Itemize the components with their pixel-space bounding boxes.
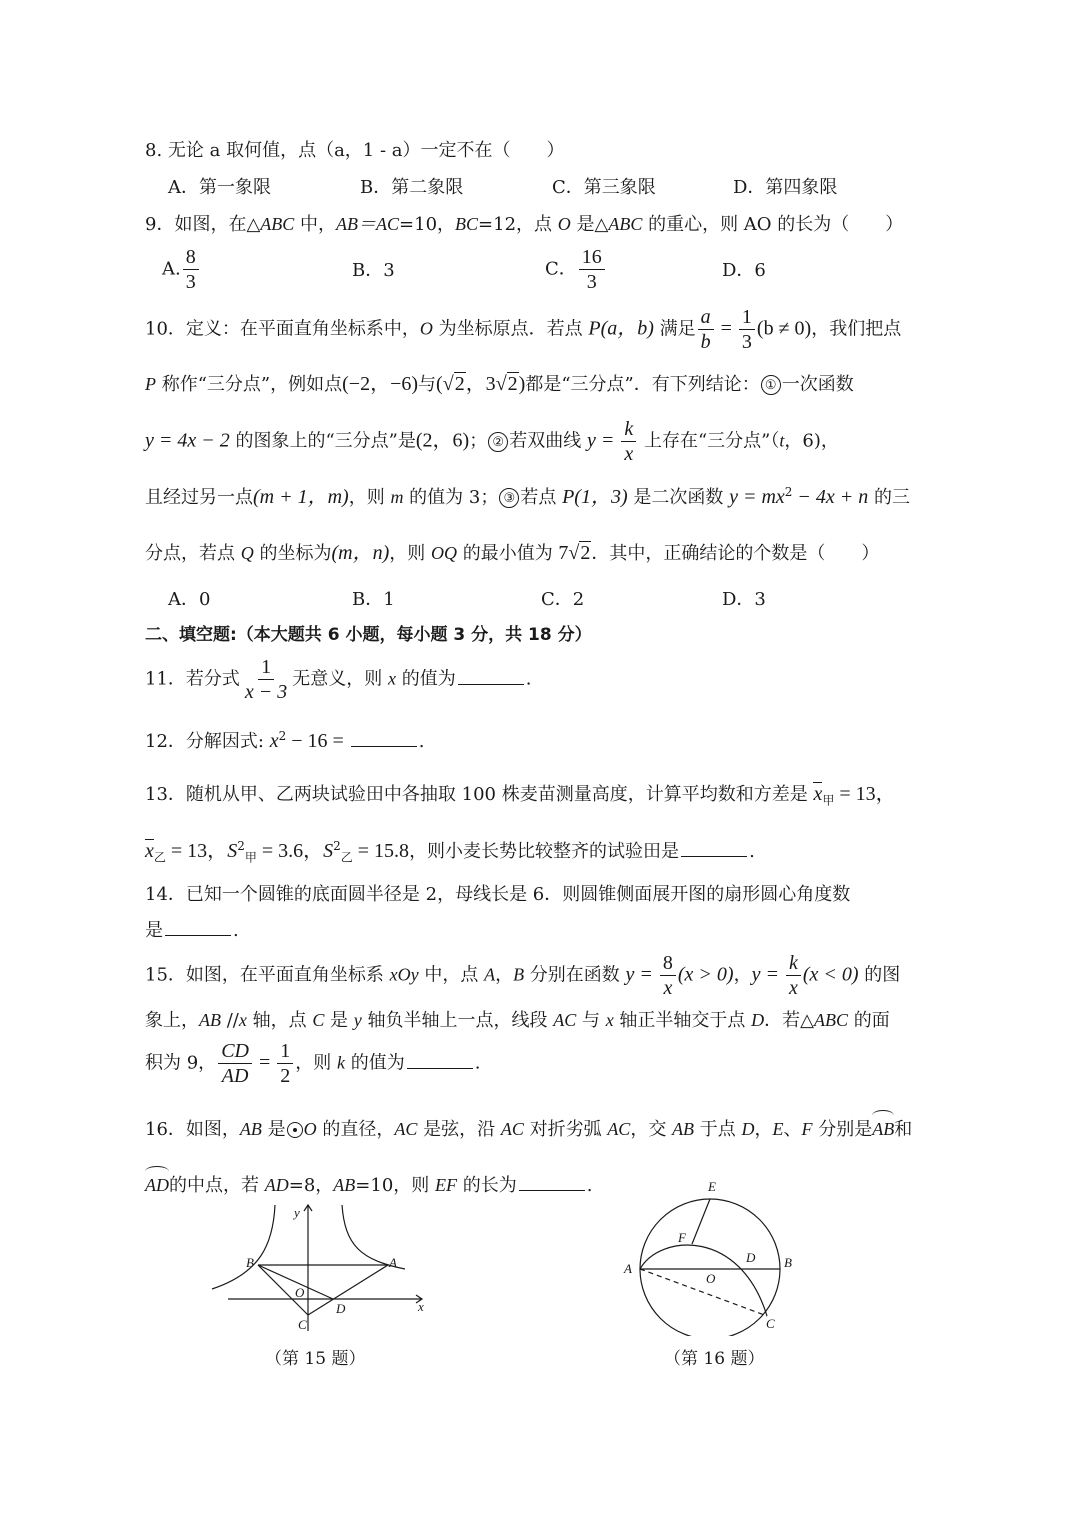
curve-left	[212, 1205, 275, 1289]
q13-line-1: 13．随机从甲、乙两块试验田中各抽取 100 株麦苗测量高度，计算平均数和方差是 $x_甲 = 13$，	[145, 783, 896, 808]
figure-15-caption: （第 15 题）	[265, 1349, 366, 1369]
q11-answer-blank[interactable]	[458, 668, 524, 685]
q15-line-1: 15．如图，在平面直角坐标系 xOy 中，点 A，B 分别在函数 y = $\frac{8}{x}$ (x > 0)，y = $\frac{k}{x}$ (x < 0) 的图	[145, 952, 901, 999]
label-e: E	[708, 1179, 716, 1194]
label-d: D	[746, 1250, 756, 1265]
q10-option-c: C．2	[541, 589, 585, 610]
q14-line-2: 是 .	[145, 920, 239, 941]
q13-line-2: $x_乙 = 13$，$S^2_甲 = 3.6$，$S^2_乙 = 15.8$，则小麦长势比较整齐的试验田是 .	[145, 839, 755, 865]
circle-o	[640, 1199, 780, 1336]
label-d: D	[336, 1301, 346, 1316]
q10-line-3: y = 4x − 2 的图象上的“三分点”是(2，6)； ② 若双曲线 y = $\frac{k}{x}$ 上存在“三分点”（t，6)，	[145, 418, 839, 465]
q10-option-d: D．3	[722, 589, 766, 610]
q10-option-b: B．1	[352, 589, 395, 610]
q8-option-c: C．第三象限	[552, 177, 656, 198]
label-x: x	[418, 1299, 424, 1314]
q9-option-a: A. $\frac{8}{3}$	[162, 246, 201, 293]
q10-line-1: 10．定义：在平面直角坐标系中，O 为坐标原点．若点 P(a，b) 满足 $\frac{a}{b}$ = $\frac{1}{3}$ (b ≠ 0)，我们把点	[145, 306, 902, 353]
q13-answer-blank[interactable]	[681, 840, 747, 857]
q14-line-1: 14．已知一个圆锥的底面圆半径是 2，母线长是 6．则圆锥侧面展开图的扇形圆心角度数	[145, 884, 851, 905]
q16-line-1: 16．如图，AB 是 O 的直径，AC 是弦，沿 AC 对折劣弧 AC，交 AB 于点 D，E、F 分别是AB和	[145, 1116, 912, 1139]
segment-ac	[308, 1265, 388, 1315]
q16-answer-blank[interactable]	[519, 1174, 585, 1191]
q14-answer-blank[interactable]	[165, 919, 231, 936]
label-o: O	[295, 1285, 305, 1300]
q8-option-d: D．第四象限	[733, 177, 838, 198]
q10-line-5: 分点，若点 Q 的坐标为(m，n)，则 OQ 的最小值为 7√2．其中，正确结论的个数是（ ）	[145, 542, 880, 564]
label-f: F	[678, 1230, 686, 1245]
section-2-heading: 二、填空题:（本大题共 6 小题，每小题 3 分，共 18 分）	[145, 625, 592, 645]
q9-option-c: C． $\frac{16}{3}$	[545, 246, 607, 293]
q8-option-b: B．第二象限	[360, 177, 464, 198]
q15-answer-blank[interactable]	[407, 1052, 473, 1069]
q9-option-d: D．6	[722, 260, 766, 281]
label-b: B	[784, 1255, 792, 1270]
label-a: A	[624, 1261, 632, 1276]
label-o: O	[706, 1271, 716, 1286]
q9-stem: 9．如图，在△ABC 中，AB＝AC=10，BC=12，点 O 是△ABC 的重心，则 AO 的长为（ ）	[145, 214, 904, 235]
q12: 12．分解因式: $x^2 - 16$ = .	[145, 729, 425, 752]
q10-line-2: P 称作“三分点”，例如点(−2，−6)与(√2，3√2)都是“三分点”．有下列结论： ① 一次函数	[145, 373, 854, 395]
figure-15	[200, 1195, 440, 1340]
chord-ac	[640, 1269, 767, 1316]
q10-line-4: 且经过另一点(m + 1，m)，则 m 的值为 3； ③ 若点 P(1，3) 是二次函数 $y = mx^2 - 4x + n$ 的三	[145, 485, 911, 508]
segment-ef	[692, 1199, 710, 1244]
figure-16-caption: （第 16 题）	[664, 1349, 765, 1369]
q15-line-2: 象上，AB //x 轴，点 C 是 y 轴负半轴上一点，线段 AC 与 x 轴正半轴交于点 D．若△ABC 的面	[145, 1010, 890, 1031]
q8-stem: 8. 无论 a 取何值，点（a，1 - a）一定不在（ ）	[145, 140, 565, 161]
q15-line-3: 积为 9， $\frac{CD}{AD}$ = $\frac{1}{2}$ ，则 k 的值为 .	[145, 1040, 481, 1087]
q12-answer-blank[interactable]	[351, 730, 417, 747]
circle-dot-symbol	[287, 1122, 303, 1138]
label-y: y	[294, 1205, 300, 1220]
label-c: C	[298, 1317, 307, 1332]
figure-16	[620, 1176, 800, 1336]
q10-option-a: A．0	[168, 589, 211, 610]
label-a: A	[389, 1255, 397, 1270]
label-b: B	[246, 1255, 254, 1270]
q8-option-a: A．第一象限	[168, 177, 271, 198]
q16-line-2: AD的中点，若 AD=8，AB=10，则 EF 的长为 .	[145, 1172, 592, 1195]
q9-option-b: B．3	[352, 260, 395, 281]
label-c: C	[766, 1316, 775, 1331]
q11: 11．若分式 $\frac{1}{x - 3}$ 无意义，则 x 的值为 .	[145, 656, 532, 703]
